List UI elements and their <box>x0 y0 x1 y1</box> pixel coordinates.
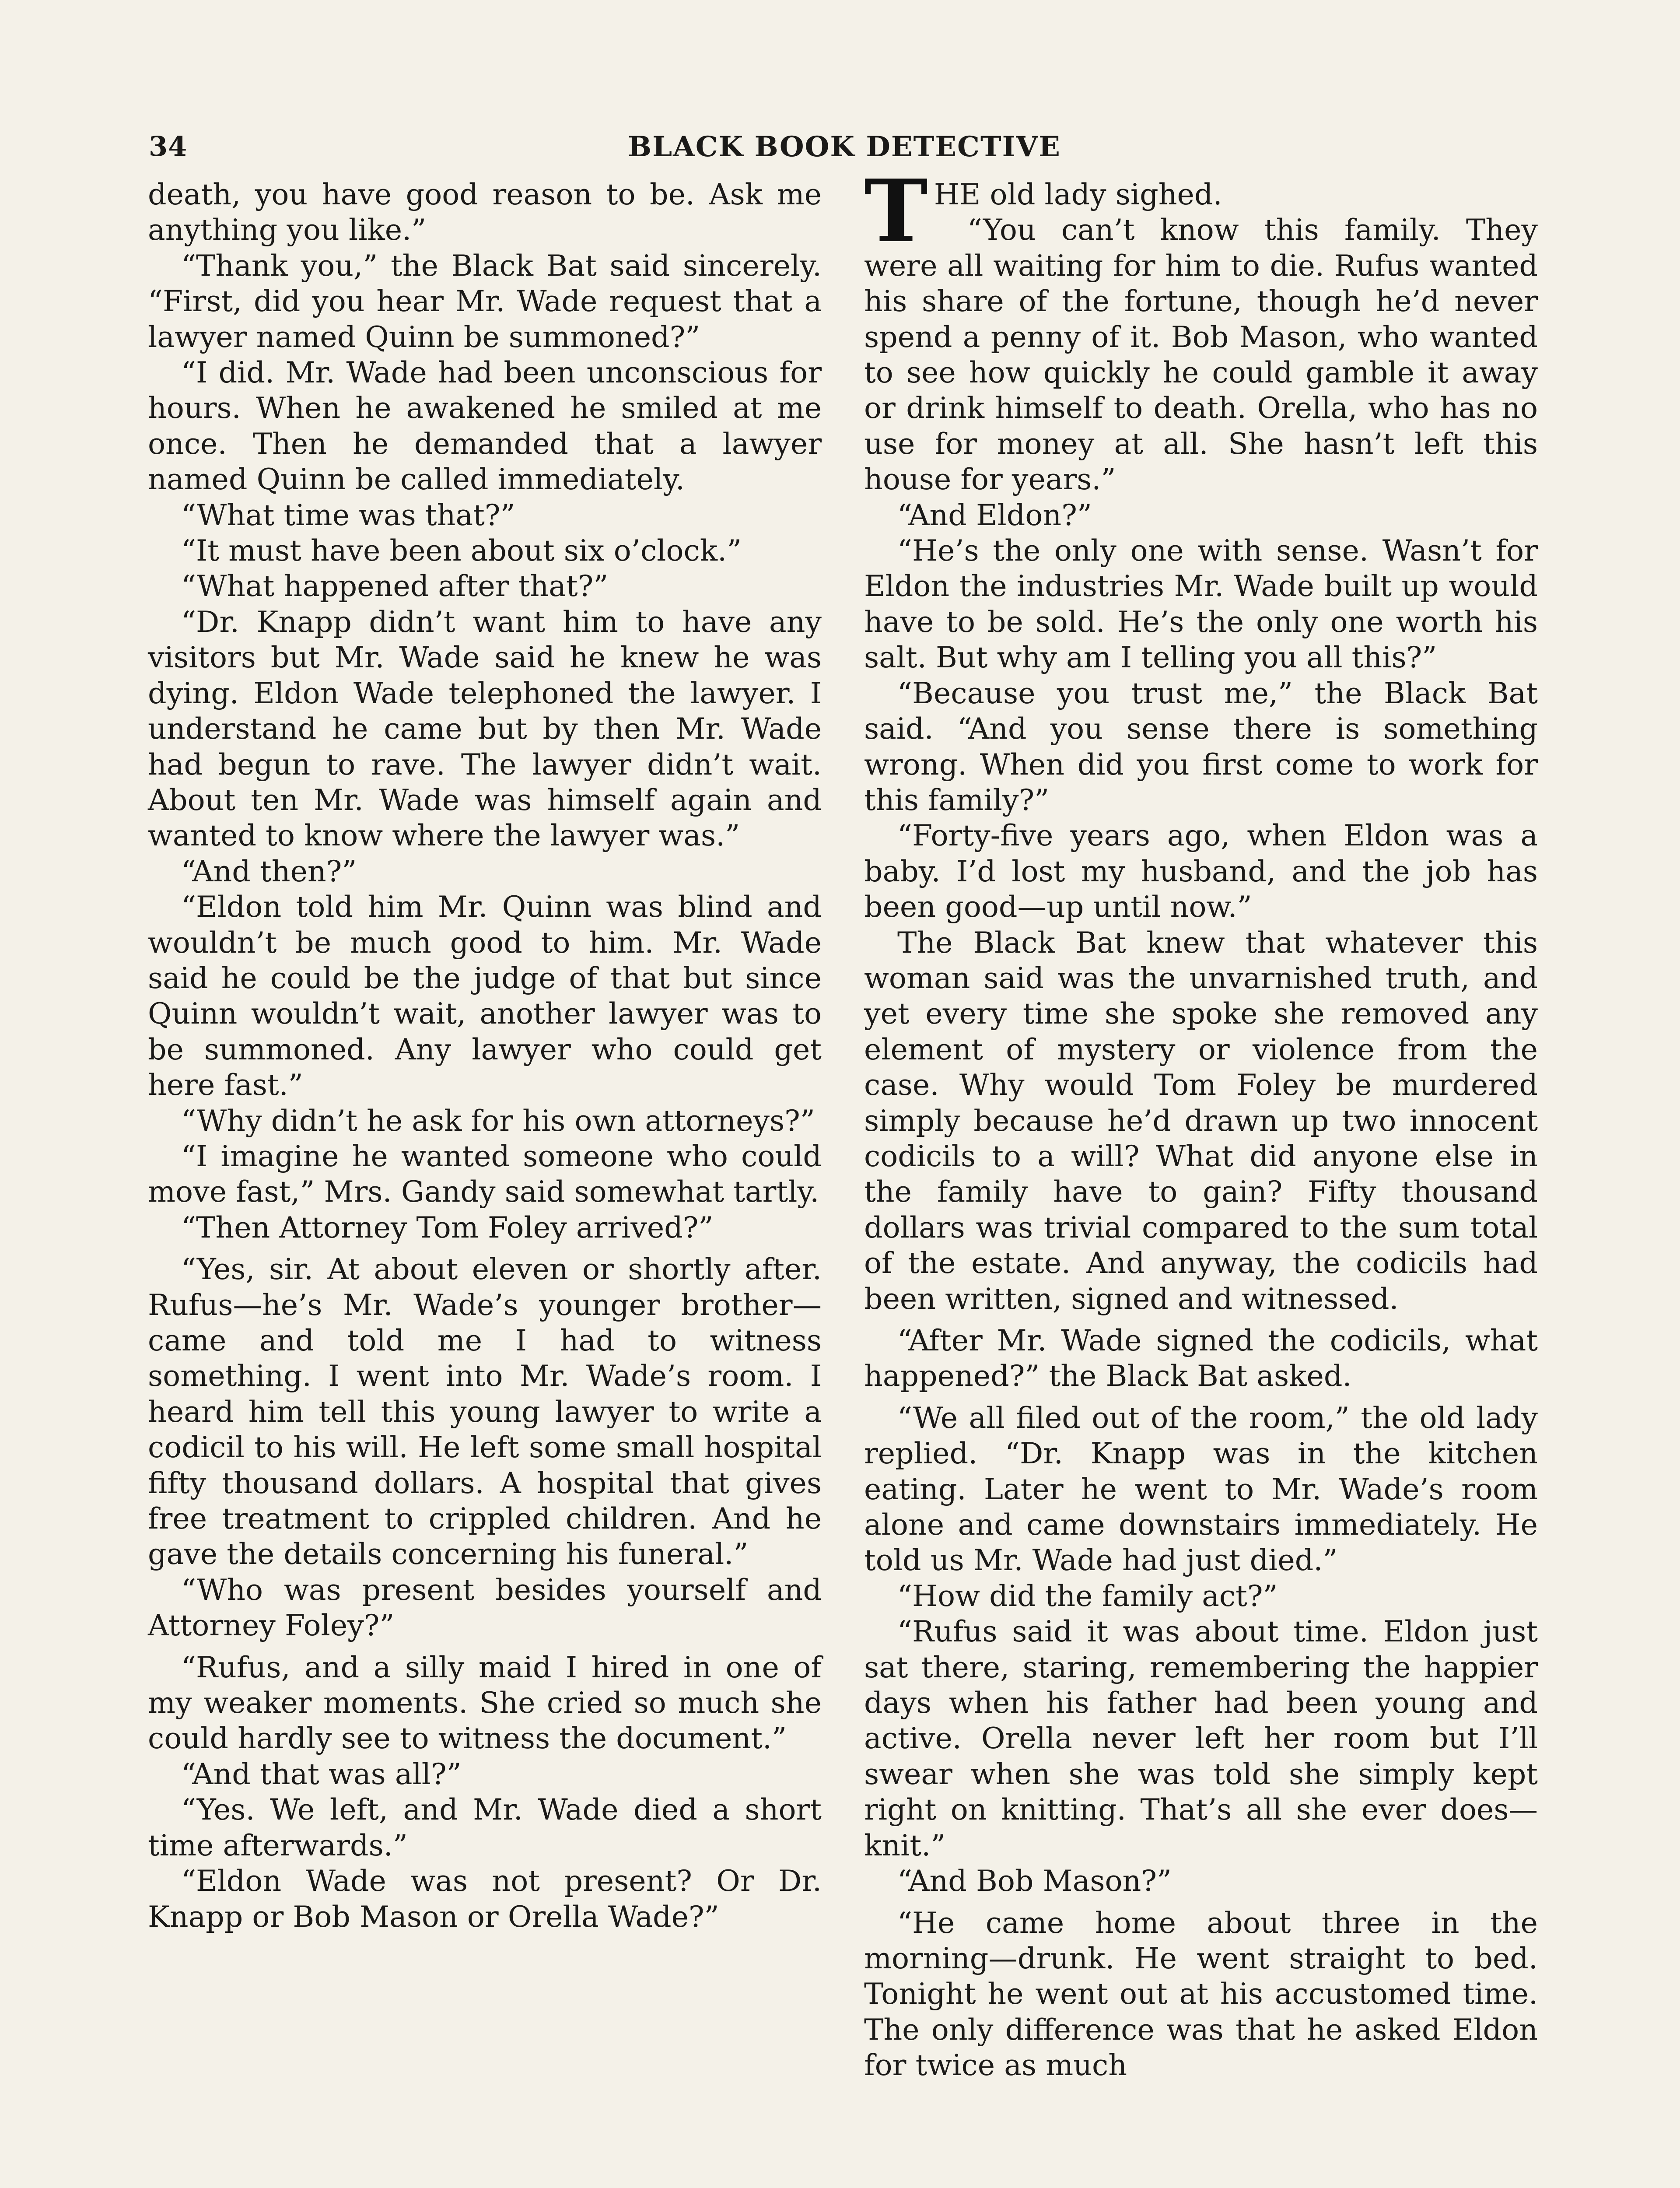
paragraph: “Eldon Wade was not present? Or Dr. Knapp or Bob Mason or Orella Wade?” <box>148 1864 822 1934</box>
paragraph: “Then Attorney Tom Foley arrived?” <box>181 1210 714 1245</box>
left-column <box>148 177 822 1935</box>
page-header <box>149 130 1540 170</box>
page-number: 34 <box>149 130 188 162</box>
paragraph: “After Mr. Wade signed the codicils, what happened?” the Black Bat asked. <box>864 1323 1538 1393</box>
paragraph: “What time was that?” <box>181 498 515 532</box>
paragraph: The Black Bat knew that whatever this woman said was the unvarnished truth, and yet every time she spoke she removed any element of mystery or violence from the case. Why would Tom Foley be murdered simply because he’d drawn up two innocent codicils to a will? What did anyone else in the family have to gain? Fifty thousand dollars was trivial compared to the sum total of the estate. And anyway, the codicils had been written, signed and witnessed. <box>864 925 1538 1316</box>
paragraph: “Why didn’t he ask for his own attorneys?” <box>181 1103 815 1138</box>
paragraph: “How did the family act?” <box>897 1578 1278 1613</box>
opening-paragraph <box>864 161 1538 262</box>
paragraph: “And Bob Mason?” <box>897 1864 1172 1898</box>
paragraph: “He came home about three in the morning—drunk. He went straight to bed. Tonight he went out at his accustomed time. The only difference was that he asked Eldon for twice as much <box>864 1905 1538 2083</box>
paragraph: “And then?” <box>181 854 357 888</box>
drop-cap: T <box>864 161 928 262</box>
right-column <box>864 161 1538 2083</box>
running-title: BLACK BOOK DETECTIVE <box>628 130 1061 163</box>
paragraph: “Yes. We left, and Mr. Wade died a short time afterwards.” <box>148 1792 822 1862</box>
paragraph: “Rufus said it was about time. Eldon just sat there, staring, remembering the happier days when his father had been young and active. Orella never left her room but I’ll swear when she was told she simply kept right on knitting. That’s all she ever does—knit.” <box>864 1614 1538 1862</box>
paragraph: “Dr. Knapp didn’t want him to have any visitors but Mr. Wade said he knew he was dying. Eldon Wade telephoned the lawyer. I understand he came but by then Mr. Wade had begun to rave. The lawyer didn’t wait. About ten Mr. Wade was himself again and wanted to know where the lawyer was.” <box>148 604 822 853</box>
paragraph: “I imagine he wanted someone who could move fast,” Mrs. Gandy said somewhat tartly. <box>148 1139 822 1209</box>
paragraph: “Thank you,” the Black Bat said sincerely. “First, did you hear Mr. Wade request that a lawyer named Quinn be summoned?” <box>148 248 822 354</box>
paragraph: “Forty-five years ago, when Eldon was a baby. I’d lost my husband, and the job has been good—up until now.” <box>864 818 1538 924</box>
paragraph: “Eldon told him Mr. Quinn was blind and wouldn’t be much good to him. Mr. Wade said he could be the judge of that but since Quinn wouldn’t wait, another lawyer was to be summoned. Any lawyer who could get here fast.” <box>148 890 822 1102</box>
paragraph: “Yes, sir. At about eleven or shortly after. Rufus—he’s Mr. Wade’s younger brother—came and told me I had to witness something. I went into Mr. Wade’s room. I heard him tell this young lawyer to write a codicil to his will. He left some small hospital fifty thousand dollars. A hospital that gives free treatment to crippled children. And he gave the details concerning his funeral.” <box>148 1252 822 1571</box>
opening-text: HE old lady sighed. <box>934 177 1222 211</box>
paragraph: “We all filed out of the room,” the old lady replied. “Dr. Knapp was in the kitchen eating. Later he went to Mr. Wade’s room alone and came downstairs immediately. He told us Mr. Wade had just died.” <box>864 1400 1538 1578</box>
paragraph: “And that was all?” <box>181 1757 462 1791</box>
paragraph: “He’s the only one with sense. Wasn’t for Eldon the industries Mr. Wade built up would have to be sold. He’s the only one worth his salt. But why am I telling you all this?” <box>864 533 1538 675</box>
paragraph: “Rufus, and a silly maid I hired in one of my weaker moments. She cried so much she could hardly see to witness the document.” <box>148 1650 822 1756</box>
paragraph: “And Eldon?” <box>897 498 1092 532</box>
paragraph: “I did. Mr. Wade had been unconscious for hours. When he awakened he smiled at me once. Then he demanded that a lawyer named Quinn be called immediately. <box>148 355 822 497</box>
paragraph: “You can’t know this family. They were all waiting for him to die. Rufus wanted his share of the fortune, though he’d never spend a penny of it. Bob Mason, who wanted to see how quickly he could gamble it away or drink himself to death. Orella, who has no use for money at all. She hasn’t left this house for years.” <box>864 213 1538 497</box>
paragraph: “What happened after that?” <box>181 569 609 603</box>
paragraph: “It must have been about six o’clock.” <box>181 533 742 568</box>
paragraph: “Who was present besides yourself and Attorney Foley?” <box>148 1572 822 1643</box>
paragraph: “Because you trust me,” the Black Bat said. “And you sense there is something wrong. When did you first come to work for this family?” <box>864 676 1538 817</box>
paragraph: death, you have good reason to be. Ask me anything you like.” <box>148 177 822 247</box>
